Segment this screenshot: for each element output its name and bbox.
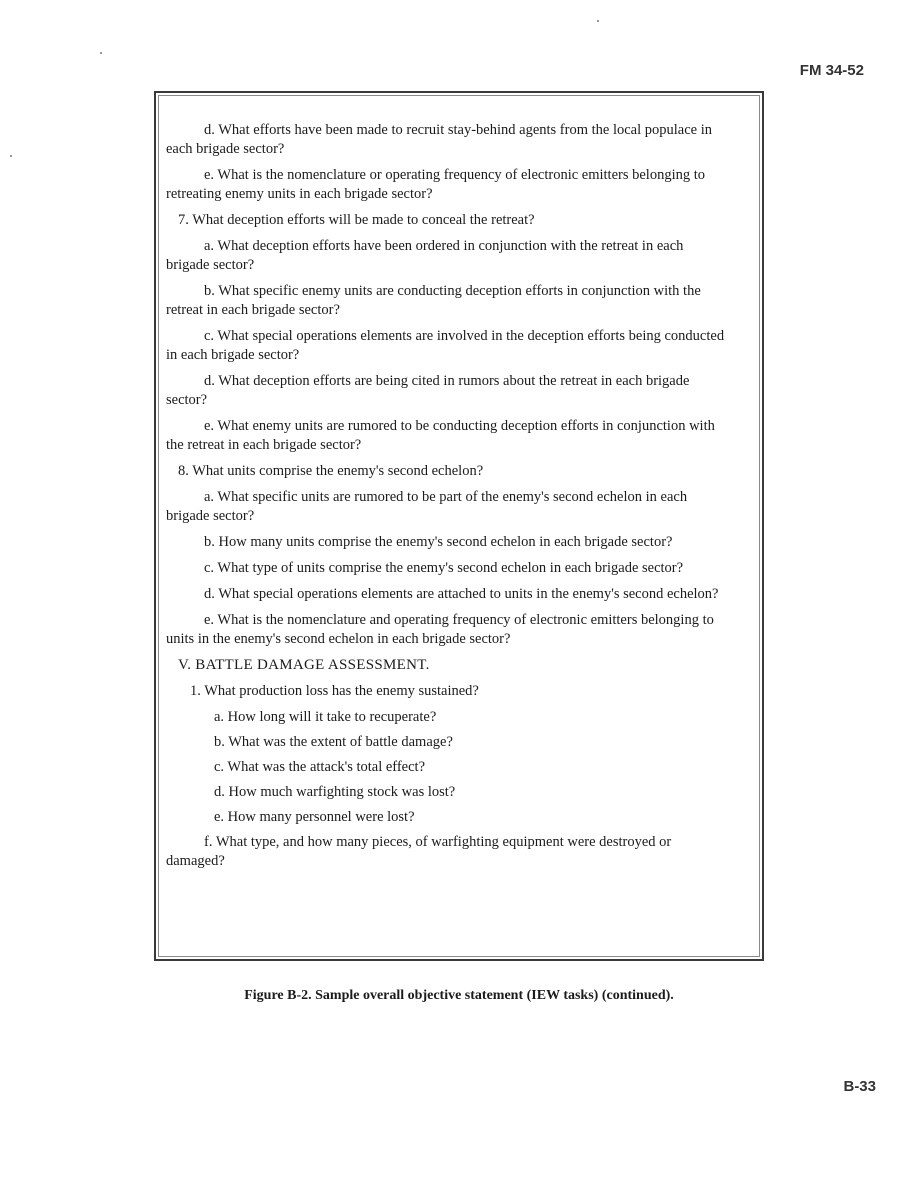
question-item: f. What type, and how many pieces, of warfighting equipment were destroyed or damaged? — [166, 834, 672, 869]
question-heading: 7. What deception efforts will be made to conceal the retreat? — [178, 212, 535, 228]
question-item: e. What enemy units are rumored to be conducting deception efforts in conjunction with the retreat in each brigade sector? — [166, 418, 715, 453]
question-item: a. What specific units are rumored to be part of the enemy's second echelon in each brigade sector? — [166, 489, 688, 524]
question-item: b. What was the extent of battle damage? — [214, 734, 453, 750]
scan-speck — [10, 155, 12, 157]
question-item: b. What specific enemy units are conducting deception efforts in conjunction with the retreat in each brigade sector? — [166, 283, 701, 318]
question-item: d. What deception efforts are being cited in rumors about the retreat in each brigade sector? — [166, 373, 690, 408]
question-item: c. What was the attack's total effect? — [214, 759, 426, 775]
question-item: d. How much warfighting stock was lost? — [214, 784, 456, 800]
question-item: d. What efforts have been made to recruit stay-behind agents from the local populace in each brigade sector? — [166, 122, 712, 157]
question-item: a. What deception efforts have been ordered in conjunction with the retreat in each brigade sector? — [166, 238, 684, 273]
page-number: B-33 — [843, 1078, 876, 1095]
figure-content — [156, 121, 726, 878]
scan-speck — [100, 52, 102, 54]
question-item: d. What special operations elements are attached to units in the enemy's second echelon? — [204, 586, 719, 602]
question-item: e. How many personnel were lost? — [214, 809, 415, 825]
question-item: b. How many units comprise the enemy's second echelon in each brigade sector? — [204, 534, 673, 550]
question-item: a. How long will it take to recuperate? — [214, 709, 437, 725]
figure-frame — [154, 91, 764, 961]
question-item: c. What special operations elements are involved in the deception efforts being conducted in each brigade sector? — [166, 328, 725, 363]
section-heading: V. BATTLE DAMAGE ASSESSMENT. — [178, 657, 430, 673]
question-item: c. What type of units comprise the enemy's second echelon in each brigade sector? — [204, 560, 684, 576]
question-item: e. What is the nomenclature or operating frequency of electronic emitters belonging to retreating enemy units in each brigade sector? — [166, 167, 706, 202]
question-heading: 1. What production loss has the enemy sustained? — [190, 683, 479, 699]
document-id: FM 34-52 — [799, 62, 864, 79]
question-heading: 8. What units comprise the enemy's second echelon? — [178, 463, 484, 479]
question-item: e. What is the nomenclature and operating frequency of electronic emitters belonging to units in the enemy's second echelon in each brigade sector? — [166, 612, 714, 647]
figure-caption: Figure B-2. Sample overall objective statement (IEW tasks) (continued). — [244, 988, 674, 1003]
scan-speck — [597, 20, 599, 22]
